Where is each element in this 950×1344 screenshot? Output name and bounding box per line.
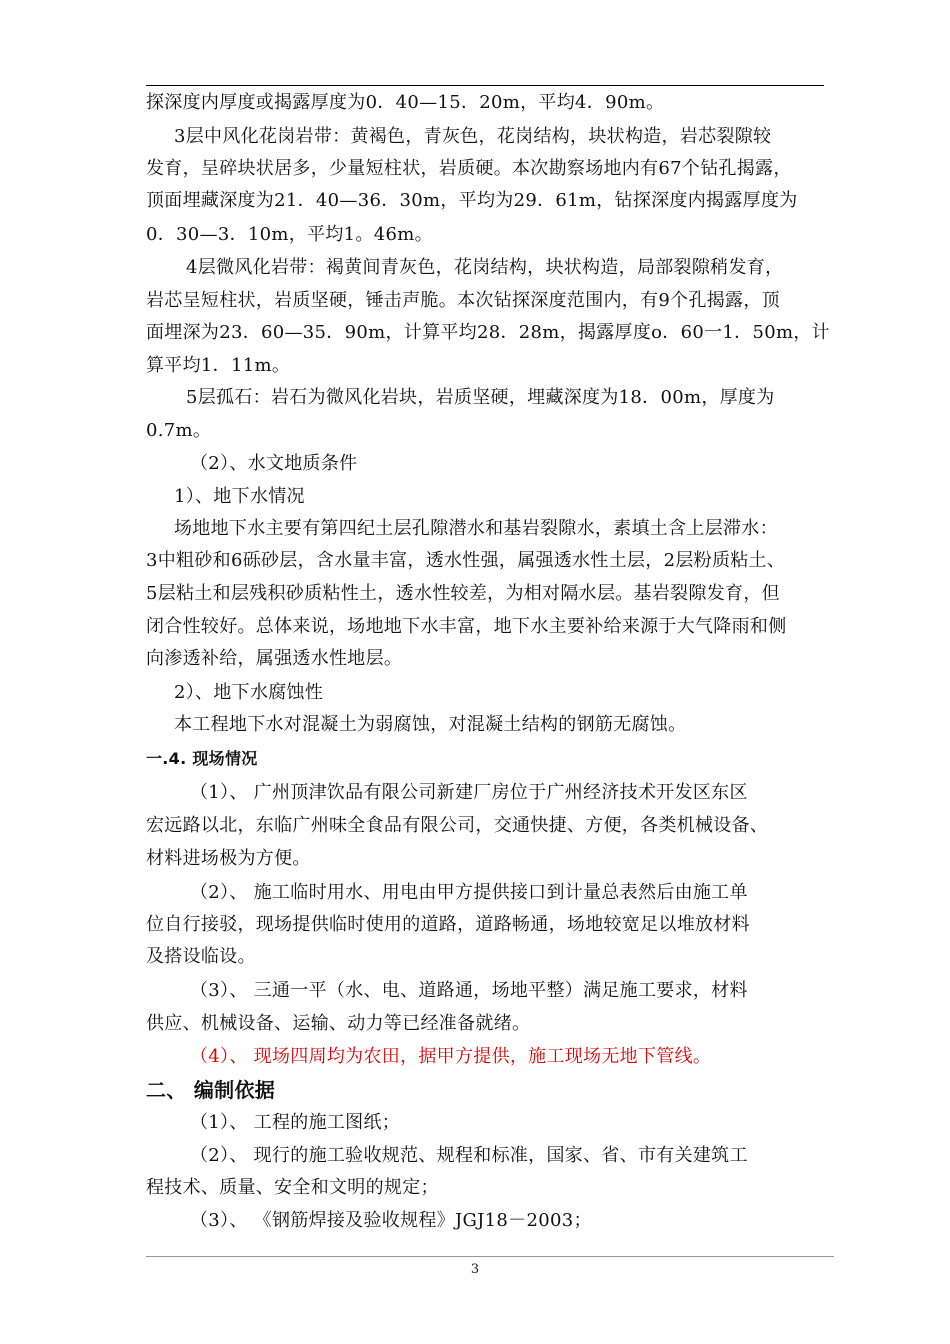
text-line: 场地地下水主要有第四纪土层孔隙潜水和基岩裂隙水，素填土含上层滞水： [174, 518, 778, 539]
header-rule [146, 85, 824, 86]
list-item: （2）、 施工临时用水、用电由甲方提供接口到计量总表然后由施工单 [190, 882, 748, 903]
text-line: 程技术、质量、安全和文明的规定； [146, 1177, 439, 1198]
text-line: 0．30—3．10m，平均1。46m。 [146, 224, 433, 245]
section-heading-hydrology: （2）、水文地质条件 [190, 453, 358, 474]
text-line: 发育，呈碎块状居多，少量短柱状，岩质硬。本次勘察场地内有67个钻孔揭露， [146, 158, 792, 179]
text-line: 3中粗砂和6砾砂层，含水量丰富，透水性强，属强透水性土层，2层粉质粘土、 [146, 550, 786, 571]
text-line: 3层中风化花岗岩带：黄褐色，青灰色，花岗结构，块状构造，岩芯裂隙较 [174, 126, 772, 147]
text-line: 面埋深为23．60—35．90m，计算平均28．28m，揭露厚度o．60一1．50m，计 [146, 322, 830, 343]
text-line: 岩芯呈短柱状，岩质坚硬，锤击声脆。本次钻探深度范围内，有9个孔揭露，顶 [146, 290, 780, 311]
text-line: 供应、机械设备、运输、动力等已经准备就绪。 [146, 1013, 531, 1034]
subheading-corrosion: 2）、地下水腐蚀性 [174, 682, 324, 703]
text-line: 5层孤石：岩石为微风化岩块，岩质坚硬，埋藏深度为18．00m，厚度为 [186, 387, 775, 408]
text-line: 向渗透补给，属强透水性地层。 [146, 648, 403, 669]
text-line: 4层微风化岩带：褐黄间青灰色，花岗结构，块状构造，局部裂隙稍发育， [186, 257, 784, 278]
text-line: 材料进场极为方便。 [146, 848, 311, 869]
highlighted-list-item: （4）、 现场四周均为农田，据甲方提供，施工现场无地下管线。 [190, 1046, 712, 1067]
text-line: 探深度内厚度或揭露厚度为0．40—15．20m，平均4．90m。 [146, 92, 665, 113]
text-line: 顶面埋藏深度为21．40—36．30m，平均为29．61m，钻探深度内揭露厚度为 [146, 190, 798, 211]
subheading-groundwater: 1）、地下水情况 [174, 486, 305, 507]
text-line: 算平均1．11m。 [146, 355, 291, 376]
text-line: 5层粘土和层残积砂质粘性土，透水性较差，为相对隔水层。基岩裂隙发育，但 [146, 583, 780, 604]
footer-rule [146, 1256, 834, 1257]
text-line: 宏远路以北，东临广州味全食品有限公司，交通快捷、方便，各类机械设备、 [146, 815, 769, 836]
section-heading-site: 一.4. 现场情况 [146, 749, 258, 768]
list-item: （3）、 三通一平（水、电、道路通，场地平整）满足施工要求，材料 [190, 980, 748, 1001]
page-number: 3 [470, 1262, 480, 1277]
text-line: 及搭设临设。 [146, 946, 256, 967]
list-item: （3）、 《钢筋焊接及验收规程》JGJ18－2003； [190, 1210, 592, 1231]
text-line: 位自行接驳，现场提供临时使用的道路，道路畅通，场地较宽足以堆放材料 [146, 914, 750, 935]
text-line: 本工程地下水对混凝土为弱腐蚀，对混凝土结构的钢筋无腐蚀。 [174, 714, 687, 735]
list-item: （1）、 工程的施工图纸； [190, 1112, 401, 1133]
list-item: （2）、 现行的施工验收规范、规程和标准，国家、省、市有关建筑工 [190, 1145, 748, 1166]
section-heading-basis: 二、 编制依据 [146, 1078, 276, 1102]
list-item: （1）、 广州顶津饮品有限公司新建厂房位于广州经济技术开发区东区 [190, 782, 748, 803]
text-line: 0.7m。 [146, 420, 212, 441]
text-line: 闭合性较好。总体来说，场地地下水丰富，地下水主要补给来源于大气降雨和侧 [146, 616, 787, 637]
